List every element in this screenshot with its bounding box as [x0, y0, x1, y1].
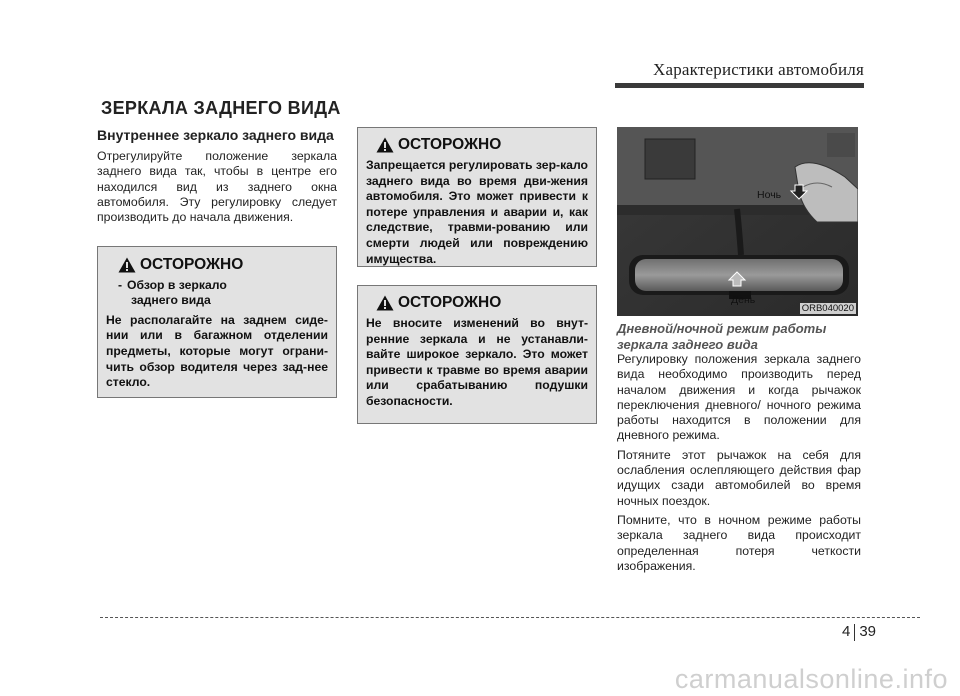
label-night: Ночь: [757, 189, 782, 201]
chapter-number: 4: [842, 623, 851, 640]
intro-paragraph: Отрегулируйте положение зеркала заднего вида так, чтобы в центре его находился вид из заднего окна автомобиля. Эту регулировку следует производить до начала движения.: [97, 149, 337, 225]
watermark: carmanualsonline.info: [674, 664, 948, 694]
warning-title: [366, 136, 588, 154]
page-number-value: 39: [859, 623, 877, 640]
warning-text: Не вносите изменений во внут-ренние зеркала и не устанавли-вайте широкое зеркало. Это может привести к травме во время аварии или срабатыванию подушки безопасности.: [366, 316, 588, 408]
column-right-text: [617, 352, 861, 578]
paragraph-3: Помните, что в ночном режиме работы зеркала заднего вида происходит определенная потеря четкости изображения.: [617, 512, 861, 573]
warning-title-text: ОСТОРОЖНО: [398, 294, 502, 311]
page-number: [842, 623, 876, 641]
warning-title: [106, 256, 328, 274]
warning-triangle-icon: [376, 137, 394, 153]
warning-title: [366, 294, 588, 312]
warning-list-item: - Обзор в зеркало заднего вида: [106, 278, 328, 309]
paragraph-2: Потяните этот рычажок на себя для ослабления ослепляющего действия фар идущих сзади автомобилей во время ночных поездок.: [617, 447, 861, 508]
running-header: Характеристики автомобиля: [653, 60, 864, 79]
warning-title-text: ОСТОРОЖНО: [398, 136, 502, 153]
label-day: День: [731, 294, 756, 306]
column-left: [97, 127, 337, 225]
image-code: ORB040020: [801, 303, 854, 314]
warning-triangle-icon: [376, 295, 394, 311]
warning-title-text: ОСТОРОЖНО: [140, 256, 244, 273]
warning-text: Запрещается регулировать зер-кало заднего вида во время дви-жения автомобиля. Это может привести к потере управления и аварии и, как следствие, травми-рованию или смерти людей или повреждению имущества.: [366, 158, 588, 266]
warning-box-rear-view: [97, 246, 337, 398]
paragraph-1: Регулировку положения зеркала заднего вида необходимо производить перед началом движения и когда рычажок переключения дневного/ ночного режима работы находится в положении для дневного режима.: [617, 352, 861, 443]
warning-text: Не располагайте на заднем сиде-нии или в багажном отделении предметы, которые могут ограни-чить обзор водителя через зад-нее стекло.: [106, 312, 328, 390]
warning-box-adjust: [357, 127, 597, 267]
mirror-illustration: [617, 127, 858, 316]
warning-triangle-icon: [118, 257, 136, 273]
warning-box-modify: [357, 285, 597, 424]
mirror-photo: [617, 127, 858, 316]
photo-caption: Дневной/ночной режим работы зеркала заднего вида: [617, 321, 827, 352]
subsection-heading: Внутреннее зеркало заднего вида: [97, 127, 334, 143]
section-title: ЗЕРКАЛА ЗАДНЕГО ВИДА: [101, 98, 341, 118]
header-rule: [615, 83, 864, 88]
list-item-line2: заднего вида: [131, 293, 211, 308]
footer-rule: [100, 617, 920, 618]
list-item-line1: Обзор в зеркало: [127, 278, 227, 292]
page-separator: [854, 624, 855, 641]
